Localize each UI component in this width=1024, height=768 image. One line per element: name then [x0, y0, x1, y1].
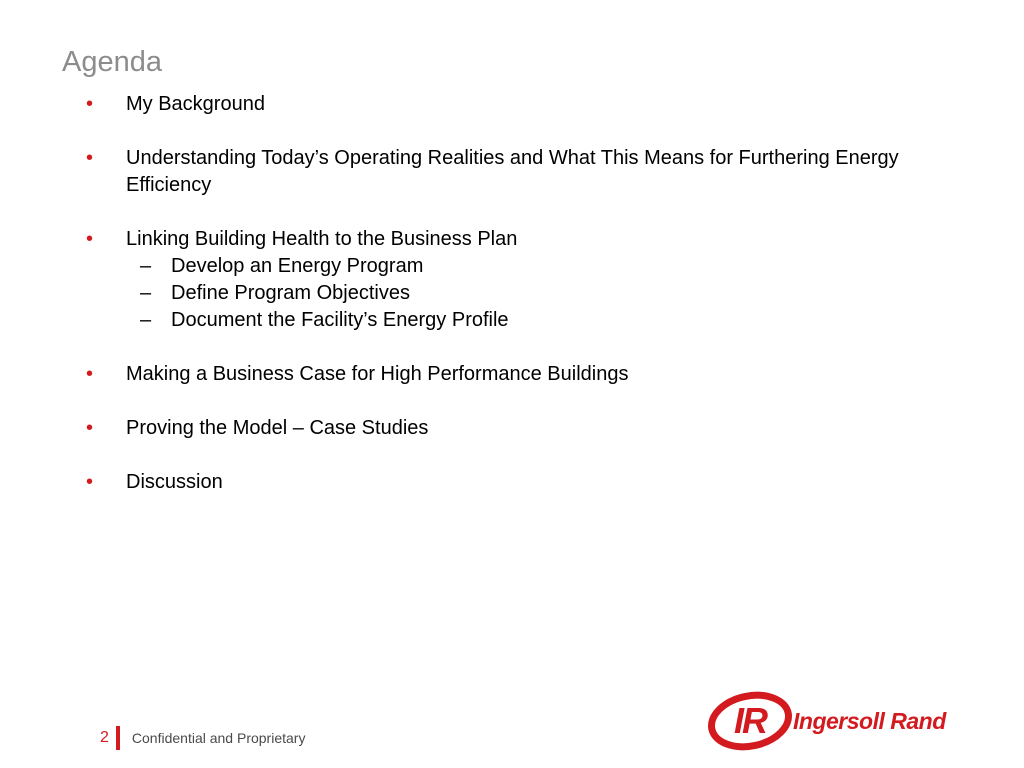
agenda-item	[86, 361, 966, 388]
bullet-icon: •	[86, 93, 94, 115]
ingersoll-rand-logo	[705, 680, 960, 758]
page-number: 2	[100, 729, 109, 746]
dash-icon: –	[140, 282, 152, 304]
agenda-item	[86, 91, 966, 118]
agenda-list	[86, 91, 966, 523]
logo-monogram: IR	[734, 700, 766, 741]
dash-icon: –	[140, 255, 152, 277]
agenda-item-label: My Background	[126, 93, 265, 115]
agenda-item-label: Understanding Today’s Operating Realities and What This Means for Furthering Energy Efficiency	[126, 147, 899, 196]
agenda-sub-item-label: Define Program Objectives	[171, 282, 410, 304]
agenda-sub-list	[126, 253, 966, 334]
agenda-sub-item	[126, 280, 966, 307]
logo-brand-text: Ingersoll Rand	[793, 708, 946, 734]
agenda-item-label: Proving the Model – Case Studies	[126, 417, 429, 439]
slide-footer	[100, 725, 305, 751]
bullet-icon: •	[86, 228, 94, 250]
agenda-item	[86, 145, 966, 199]
logo-graphic	[705, 680, 960, 758]
agenda-sub-item-label: Document the Facility’s Energy Profile	[171, 309, 509, 331]
agenda-item-label: Discussion	[126, 471, 223, 493]
bullet-icon: •	[86, 417, 94, 439]
agenda-sub-item	[126, 307, 966, 334]
confidential-label: Confidential and Proprietary	[131, 730, 306, 746]
bullet-icon: •	[86, 147, 94, 169]
agenda-item	[86, 469, 966, 496]
agenda-item-label: Linking Building Health to the Business Plan	[126, 228, 518, 250]
agenda-sub-item	[126, 253, 966, 280]
agenda-item	[86, 415, 966, 442]
agenda-item-label: Making a Business Case for High Performance Buildings	[126, 363, 629, 385]
agenda-sub-item-label: Develop an Energy Program	[171, 255, 424, 277]
agenda-item	[86, 226, 966, 334]
bullet-icon: •	[86, 471, 94, 493]
slide-title: Agenda	[62, 46, 162, 78]
bullet-icon: •	[86, 363, 94, 385]
footer-divider	[116, 726, 120, 750]
dash-icon: –	[140, 309, 152, 331]
